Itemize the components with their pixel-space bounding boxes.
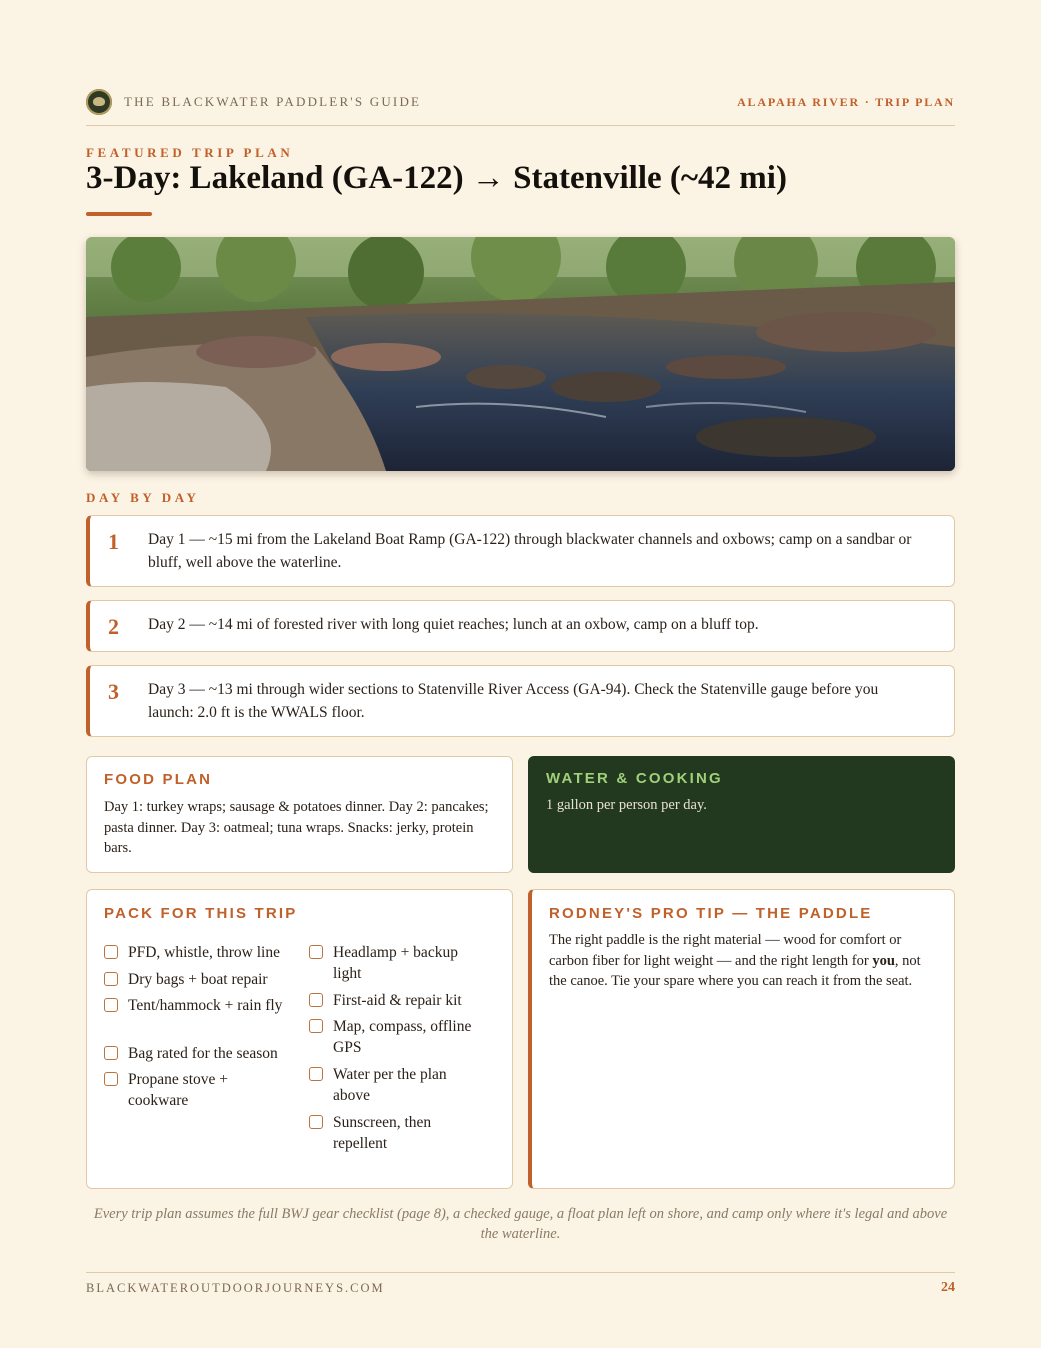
- pack-item-label: First-aid & repair kit: [333, 992, 462, 1009]
- pro-tip-text: , not the canoe. Tie your spare where you can reach it from the seat.: [549, 952, 921, 989]
- page-number: 24: [941, 1280, 955, 1295]
- brand-logo-icon: [86, 89, 112, 115]
- checkbox[interactable]: [104, 998, 118, 1012]
- page: [86, 0, 955, 1348]
- food-plan-title: FOOD PLAN: [104, 771, 213, 788]
- section-tag: ALAPAHA RIVER · TRIP PLAN: [737, 95, 955, 109]
- checkbox[interactable]: [309, 1019, 323, 1033]
- day-card-1: [86, 515, 955, 587]
- footer-divider: [86, 1272, 955, 1273]
- header-divider: [86, 125, 955, 126]
- day-card-3: [86, 665, 955, 737]
- pack-item-label: Sunscreen, then repellent: [333, 1114, 432, 1152]
- day-description: Day 3 — ~13 mi through wider sections to Statenville River Access (GA-94). Check the Statenville gauge before you launch: 2.0 ft is the WWALS floor.: [148, 681, 879, 721]
- pro-tip-body: [549, 930, 934, 992]
- pack-item-label: Dry bags + boat repair: [128, 971, 268, 988]
- pack-item-label: Headlamp + backup light: [333, 944, 458, 982]
- page-title: 3-Day: Lakeland (GA-122) → Statenville (~42 mi): [86, 160, 787, 196]
- pro-tip-title: RODNEY'S PRO TIP — THE PADDLE: [549, 905, 873, 922]
- feature-eyebrow: FEATURED TRIP PLAN: [86, 145, 294, 160]
- day-by-day-heading: DAY BY DAY: [86, 490, 200, 505]
- day-card-2: [86, 600, 955, 652]
- pack-list-title: PACK FOR THIS TRIP: [104, 905, 298, 922]
- day-number: 1: [108, 529, 119, 554]
- checkbox[interactable]: [104, 945, 118, 959]
- food-plan-card: [86, 756, 513, 873]
- checkbox[interactable]: [309, 945, 323, 959]
- water-cooking-card: [528, 756, 955, 873]
- water-cooking-title: WATER & COOKING: [546, 770, 723, 787]
- pack-item-label: PFD, whistle, throw line: [128, 944, 280, 961]
- footer-site: BLACKWATEROUTDOORJOURNEYS.COM: [86, 1281, 385, 1295]
- day-number: 2: [108, 614, 119, 639]
- day-number: 3: [108, 679, 119, 704]
- running-header: [86, 88, 955, 116]
- footnote: Every trip plan assumes the full BWJ gear checklist (page 8), a checked gauge, a float plan left on shore, and camp only where it's legal and above the waterline.: [93, 1206, 948, 1242]
- pack-item-label: Bag rated for the season: [128, 1045, 278, 1062]
- brand-name: THE BLACKWATER PADDLER'S GUIDE: [124, 94, 422, 109]
- pack-item-label: Map, compass, offline GPS: [333, 1018, 472, 1056]
- checkbox[interactable]: [104, 1072, 118, 1086]
- title-accent-bar: [86, 212, 152, 216]
- pack-item-label: Tent/hammock + rain fly: [128, 997, 283, 1014]
- checkbox[interactable]: [309, 993, 323, 1007]
- checkbox[interactable]: [104, 972, 118, 986]
- water-cooking-body: 1 gallon per person per day.: [546, 797, 707, 813]
- pack-list-card: [86, 889, 513, 1189]
- pro-tip-card: [528, 889, 955, 1189]
- food-plan-body: Day 1: turkey wraps; sausage & potatoes dinner. Day 2: pancakes; pasta dinner. Day 3: oatmeal; tuna wraps. Snacks: jerky, protein bars.: [104, 799, 489, 856]
- checkbox[interactable]: [104, 1046, 118, 1060]
- pack-item-label: Water per the plan above: [333, 1066, 447, 1104]
- checkbox[interactable]: [309, 1067, 323, 1081]
- pro-tip-text: The right paddle is the right material — wood for comfort or carbon fiber for light weight — and the right length for: [549, 932, 902, 969]
- day-description: Day 1 — ~15 mi from the Lakeland Boat Ramp (GA-122) through blackwater channels and oxbows; camp on a sandbar or bluff, well above the waterline.: [148, 531, 912, 571]
- river-photo: [86, 237, 955, 471]
- day-description: Day 2 — ~14 mi of forested river with long quiet reaches; lunch at an oxbow, camp on a bluff top.: [148, 616, 759, 633]
- pack-item-label: Propane stove + cookware: [128, 1071, 229, 1109]
- pro-tip-emphasis: you: [872, 952, 895, 969]
- checkbox[interactable]: [309, 1115, 323, 1129]
